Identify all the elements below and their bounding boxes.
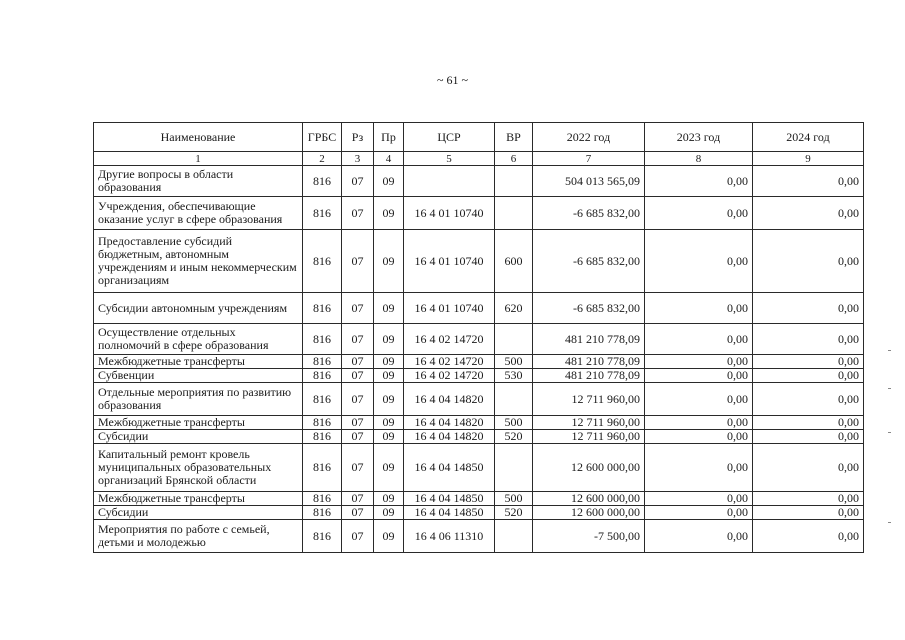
vr-cell xyxy=(495,520,533,553)
row-name-cell: Учреждения, обеспечивающие оказание услуг в сфере образования xyxy=(94,197,303,230)
amount-2024-cell: 0,00 xyxy=(753,444,864,492)
vr-cell: 500 xyxy=(495,492,533,506)
header-2023: 2023 год xyxy=(645,123,753,152)
amount-2023-cell: 0,00 xyxy=(645,520,753,553)
rz-cell: 07 xyxy=(342,506,374,520)
amount-2023-cell: 0,00 xyxy=(645,506,753,520)
grbs-cell: 816 xyxy=(303,444,342,492)
amount-2024-cell: 0,00 xyxy=(753,369,864,383)
rz-cell: 07 xyxy=(342,355,374,369)
amount-2022-cell: 12 711 960,00 xyxy=(533,430,645,444)
amount-2024-cell: 0,00 xyxy=(753,166,864,197)
index-cell: 4 xyxy=(374,152,404,166)
amount-2023-cell: 0,00 xyxy=(645,416,753,430)
table-body xyxy=(94,166,864,553)
amount-2024-cell: 0,00 xyxy=(753,197,864,230)
pr-cell: 09 xyxy=(374,430,404,444)
amount-2023-cell: 0,00 xyxy=(645,492,753,506)
amount-2024-cell: 0,00 xyxy=(753,355,864,369)
table-row xyxy=(94,383,864,416)
grbs-cell: 816 xyxy=(303,324,342,355)
index-cell: 5 xyxy=(404,152,495,166)
pr-cell: 09 xyxy=(374,520,404,553)
row-name-cell: Мероприятия по работе с семьей, детьми и молодежью xyxy=(94,520,303,553)
header-rz: Рз xyxy=(342,123,374,152)
table-row xyxy=(94,324,864,355)
amount-2022-cell: -6 685 832,00 xyxy=(533,293,645,324)
csr-cell: 16 4 01 10740 xyxy=(404,293,495,324)
amount-2023-cell: 0,00 xyxy=(645,355,753,369)
grbs-cell: 816 xyxy=(303,520,342,553)
csr-cell: 16 4 06 11310 xyxy=(404,520,495,553)
header-2022: 2022 год xyxy=(533,123,645,152)
rz-cell: 07 xyxy=(342,416,374,430)
table-row xyxy=(94,430,864,444)
amount-2022-cell: 481 210 778,09 xyxy=(533,369,645,383)
amount-2023-cell: 0,00 xyxy=(645,430,753,444)
pr-cell: 09 xyxy=(374,230,404,293)
vr-cell: 520 xyxy=(495,430,533,444)
page-number: ~ 61 ~ xyxy=(437,73,468,87)
amount-2022-cell: 12 600 000,00 xyxy=(533,492,645,506)
amount-2024-cell: 0,00 xyxy=(753,520,864,553)
vr-cell xyxy=(495,383,533,416)
table-row xyxy=(94,444,864,492)
amount-2024-cell: 0,00 xyxy=(753,230,864,293)
table-row xyxy=(94,492,864,506)
rz-cell: 07 xyxy=(342,197,374,230)
amount-2022-cell: 481 210 778,09 xyxy=(533,355,645,369)
amount-2024-cell: 0,00 xyxy=(753,383,864,416)
amount-2022-cell: -7 500,00 xyxy=(533,520,645,553)
rz-cell: 07 xyxy=(342,492,374,506)
table-header xyxy=(94,123,864,166)
amount-2024-cell: 0,00 xyxy=(753,506,864,520)
header-2024: 2024 год xyxy=(753,123,864,152)
row-name-cell: Осуществление отдельных полномочий в сфере образования xyxy=(94,324,303,355)
grbs-cell: 816 xyxy=(303,166,342,197)
grbs-cell: 816 xyxy=(303,230,342,293)
rz-cell: 07 xyxy=(342,520,374,553)
index-cell: 2 xyxy=(303,152,342,166)
vr-cell xyxy=(495,324,533,355)
amount-2022-cell: -6 685 832,00 xyxy=(533,230,645,293)
margin-mark xyxy=(888,432,891,433)
table-row xyxy=(94,369,864,383)
csr-cell: 16 4 04 14850 xyxy=(404,492,495,506)
vr-cell xyxy=(495,444,533,492)
amount-2022-cell: -6 685 832,00 xyxy=(533,197,645,230)
column-headers xyxy=(94,123,864,152)
pr-cell: 09 xyxy=(374,416,404,430)
table-row xyxy=(94,166,864,197)
pr-cell: 09 xyxy=(374,369,404,383)
rz-cell: 07 xyxy=(342,293,374,324)
amount-2022-cell: 12 711 960,00 xyxy=(533,416,645,430)
index-cell: 3 xyxy=(342,152,374,166)
pr-cell: 09 xyxy=(374,355,404,369)
row-name-cell: Субсидии xyxy=(94,506,303,520)
grbs-cell: 816 xyxy=(303,506,342,520)
row-name-cell: Межбюджетные трансферты xyxy=(94,416,303,430)
amount-2023-cell: 0,00 xyxy=(645,166,753,197)
amount-2023-cell: 0,00 xyxy=(645,369,753,383)
row-name-cell: Межбюджетные трансферты xyxy=(94,492,303,506)
grbs-cell: 816 xyxy=(303,383,342,416)
rz-cell: 07 xyxy=(342,166,374,197)
amount-2023-cell: 0,00 xyxy=(645,197,753,230)
header-name: Наименование xyxy=(94,123,303,152)
table-row xyxy=(94,197,864,230)
amount-2024-cell: 0,00 xyxy=(753,324,864,355)
csr-cell: 16 4 02 14720 xyxy=(404,369,495,383)
vr-cell: 520 xyxy=(495,506,533,520)
rz-cell: 07 xyxy=(342,430,374,444)
csr-cell: 16 4 04 14820 xyxy=(404,416,495,430)
row-name-cell: Межбюджетные трансферты xyxy=(94,355,303,369)
csr-cell: 16 4 02 14720 xyxy=(404,355,495,369)
row-name-cell: Субсидии автономным учреждениям xyxy=(94,293,303,324)
header-csr: ЦСР xyxy=(404,123,495,152)
row-name-cell: Субвенции xyxy=(94,369,303,383)
pr-cell: 09 xyxy=(374,492,404,506)
amount-2022-cell: 12 600 000,00 xyxy=(533,444,645,492)
rz-cell: 07 xyxy=(342,230,374,293)
vr-cell: 600 xyxy=(495,230,533,293)
amount-2023-cell: 0,00 xyxy=(645,383,753,416)
rz-cell: 07 xyxy=(342,383,374,416)
row-name-cell: Другие вопросы в области образования xyxy=(94,166,303,197)
grbs-cell: 816 xyxy=(303,492,342,506)
pr-cell: 09 xyxy=(374,166,404,197)
table-row xyxy=(94,416,864,430)
amount-2024-cell: 0,00 xyxy=(753,430,864,444)
margin-mark xyxy=(888,350,891,351)
pr-cell: 09 xyxy=(374,383,404,416)
margin-mark xyxy=(888,388,891,389)
csr-cell: 16 4 01 10740 xyxy=(404,230,495,293)
index-cell: 6 xyxy=(495,152,533,166)
grbs-cell: 816 xyxy=(303,197,342,230)
amount-2024-cell: 0,00 xyxy=(753,293,864,324)
csr-cell: 16 4 04 14820 xyxy=(404,430,495,444)
pr-cell: 09 xyxy=(374,506,404,520)
table-row xyxy=(94,230,864,293)
csr-cell xyxy=(404,166,495,197)
row-name-cell: Капитальный ремонт кровель муниципальных образовательных организаций Брянской области xyxy=(94,444,303,492)
vr-cell xyxy=(495,166,533,197)
amount-2022-cell: 12 600 000,00 xyxy=(533,506,645,520)
vr-cell xyxy=(495,197,533,230)
amount-2023-cell: 0,00 xyxy=(645,324,753,355)
csr-cell: 16 4 04 14820 xyxy=(404,383,495,416)
row-name-cell: Предоставление субсидий бюджетным, автономным учреждениям и иным некоммерческим организациям xyxy=(94,230,303,293)
pr-cell: 09 xyxy=(374,324,404,355)
table-row xyxy=(94,506,864,520)
vr-cell: 500 xyxy=(495,416,533,430)
margin-mark xyxy=(888,522,891,523)
table-row xyxy=(94,520,864,553)
row-name-cell: Субсидии xyxy=(94,430,303,444)
amount-2022-cell: 12 711 960,00 xyxy=(533,383,645,416)
vr-cell: 500 xyxy=(495,355,533,369)
header-vr: ВР xyxy=(495,123,533,152)
grbs-cell: 816 xyxy=(303,430,342,444)
table-row xyxy=(94,355,864,369)
index-cell: 1 xyxy=(94,152,303,166)
csr-cell: 16 4 02 14720 xyxy=(404,324,495,355)
grbs-cell: 816 xyxy=(303,369,342,383)
amount-2022-cell: 481 210 778,09 xyxy=(533,324,645,355)
row-name-cell: Отдельные мероприятия по развитию образования xyxy=(94,383,303,416)
header-grbs: ГРБС xyxy=(303,123,342,152)
pr-cell: 09 xyxy=(374,444,404,492)
column-index-row xyxy=(94,152,864,166)
amount-2023-cell: 0,00 xyxy=(645,444,753,492)
grbs-cell: 816 xyxy=(303,355,342,369)
index-cell: 7 xyxy=(533,152,645,166)
pr-cell: 09 xyxy=(374,197,404,230)
amount-2024-cell: 0,00 xyxy=(753,416,864,430)
budget-table xyxy=(93,122,864,553)
csr-cell: 16 4 01 10740 xyxy=(404,197,495,230)
index-cell: 9 xyxy=(753,152,864,166)
rz-cell: 07 xyxy=(342,444,374,492)
index-cell: 8 xyxy=(645,152,753,166)
rz-cell: 07 xyxy=(342,369,374,383)
vr-cell: 620 xyxy=(495,293,533,324)
grbs-cell: 816 xyxy=(303,293,342,324)
header-pr: Пр xyxy=(374,123,404,152)
amount-2023-cell: 0,00 xyxy=(645,230,753,293)
amount-2022-cell: 504 013 565,09 xyxy=(533,166,645,197)
amount-2023-cell: 0,00 xyxy=(645,293,753,324)
grbs-cell: 816 xyxy=(303,416,342,430)
csr-cell: 16 4 04 14850 xyxy=(404,444,495,492)
pr-cell: 09 xyxy=(374,293,404,324)
table-row xyxy=(94,293,864,324)
rz-cell: 07 xyxy=(342,324,374,355)
csr-cell: 16 4 04 14850 xyxy=(404,506,495,520)
amount-2024-cell: 0,00 xyxy=(753,492,864,506)
vr-cell: 530 xyxy=(495,369,533,383)
